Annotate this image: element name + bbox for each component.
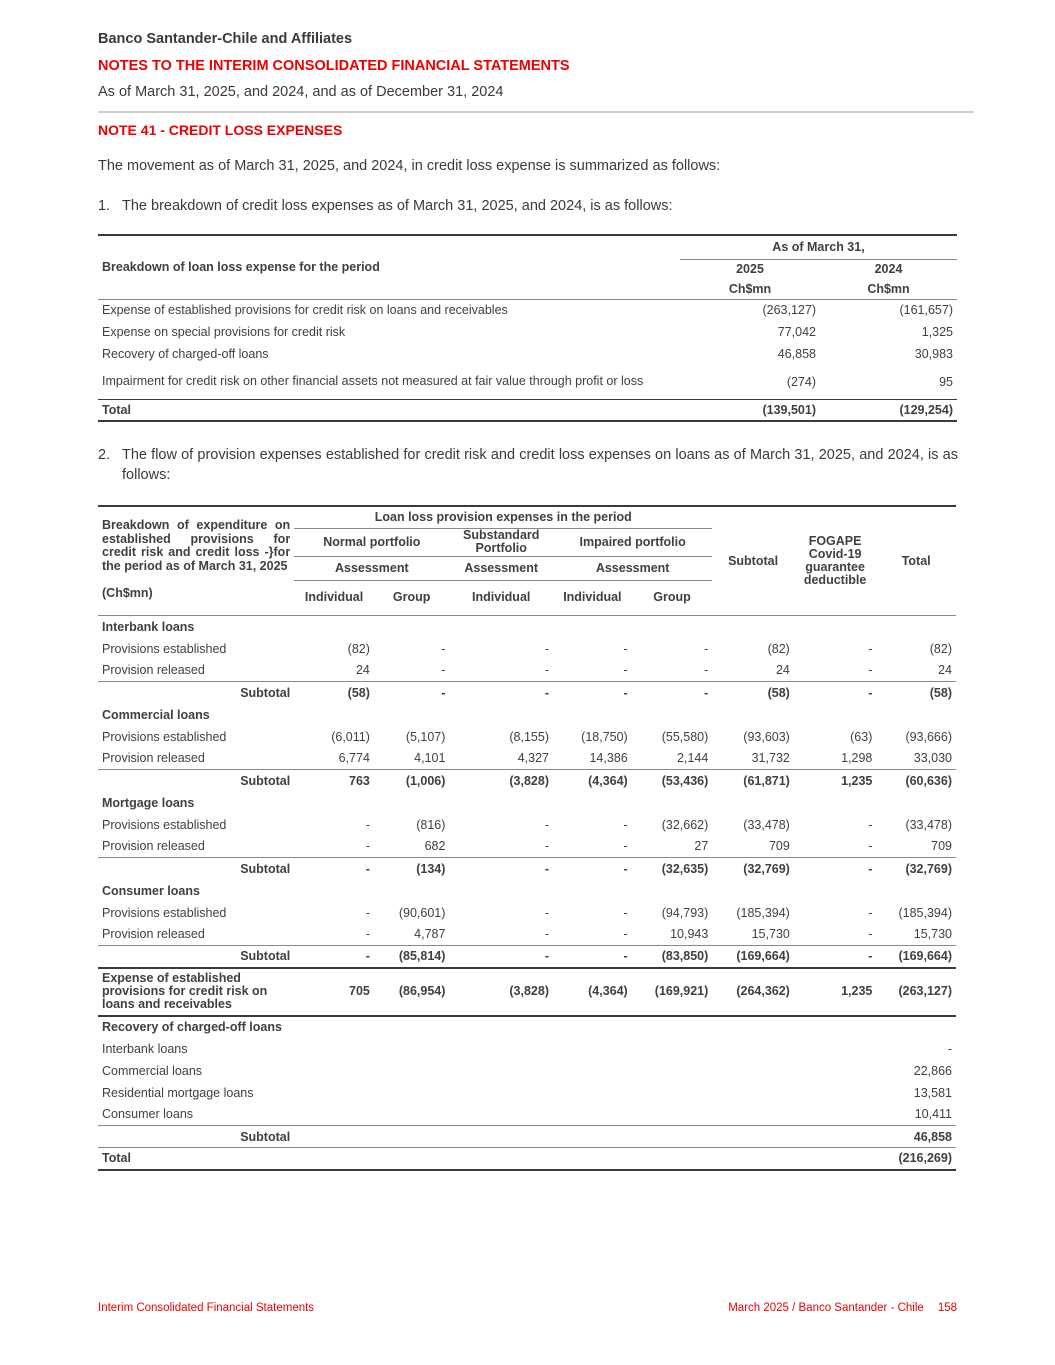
empty-cell bbox=[294, 1038, 876, 1060]
company-name: Banco Santander-Chile and Affiliates bbox=[98, 31, 353, 47]
value-cell: - bbox=[623, 641, 628, 656]
page-number: 158 bbox=[937, 1302, 957, 1314]
value-cell: - bbox=[868, 817, 873, 832]
value-2025: (274) bbox=[786, 374, 816, 389]
row-label: Provision released bbox=[102, 839, 205, 854]
value-cell: (82) bbox=[767, 641, 790, 656]
table-row bbox=[98, 365, 957, 399]
subtotal-value: (85,814) bbox=[374, 946, 450, 968]
footer-left: Interim Consolidated Financial Statements bbox=[98, 1302, 315, 1314]
section-title: Consumer loans bbox=[102, 883, 200, 898]
value-cell: (93,666) bbox=[905, 729, 952, 744]
subtotal-value: - bbox=[449, 858, 553, 880]
subtotal-value: 1,235 bbox=[794, 770, 877, 792]
impaired-individual-header: Individual bbox=[563, 589, 622, 604]
credit-loss-expense-table bbox=[98, 234, 957, 422]
substandard-assessment-header: Assessment bbox=[449, 556, 553, 580]
subtotal-row bbox=[98, 770, 956, 792]
table-row bbox=[98, 321, 957, 343]
value-cell: (6,011) bbox=[331, 729, 370, 744]
value-cell: (264,362) bbox=[712, 968, 794, 1016]
value-2025: 46,858 bbox=[777, 347, 816, 361]
row-label: Provisions established bbox=[102, 817, 227, 832]
value-cell: - bbox=[704, 663, 709, 678]
value-cell: - bbox=[868, 839, 873, 854]
value-cell: (169,921) bbox=[632, 968, 713, 1016]
subtotal-value: (169,664) bbox=[876, 946, 956, 968]
value-cell: 709 bbox=[931, 839, 952, 854]
row-label: Impairment for credit risk on other financial assets not measured at fair value through profit or loss bbox=[102, 374, 644, 389]
value-cell: (55,580) bbox=[661, 729, 709, 744]
subtotal-label: Subtotal bbox=[98, 770, 294, 792]
subtotal-value: - bbox=[794, 682, 877, 704]
subtotal-value: - bbox=[374, 682, 450, 704]
empty-cell bbox=[294, 1082, 876, 1104]
subtotal-value: (134) bbox=[374, 858, 450, 880]
subtotal-label: Subtotal bbox=[98, 682, 294, 704]
value-cell: (63) bbox=[850, 729, 873, 744]
value-cell: (82) bbox=[929, 641, 952, 656]
table-row bbox=[98, 343, 957, 365]
subtotal-label: Subtotal bbox=[98, 946, 294, 968]
value-cell: (263,127) bbox=[876, 968, 956, 1016]
footer-report: March 2025 / Banco Santander - Chile bbox=[728, 1302, 924, 1314]
row-label: Provisions established bbox=[102, 641, 227, 656]
row-label: Interbank loans bbox=[102, 1041, 188, 1056]
list-text: The flow of provision expenses established for credit risk and credit loss expenses on loans as of March 31, 2025, and 2024, is as follows: bbox=[122, 447, 958, 483]
section-title-row bbox=[98, 880, 956, 902]
table-row bbox=[98, 660, 956, 682]
value-cell: 4,787 bbox=[414, 927, 446, 942]
value-2025: (139,501) bbox=[680, 399, 820, 421]
list-text: The breakdown of credit loss expenses as of March 31, 2025, and 2024, is as follows: bbox=[122, 198, 673, 214]
value-cell: - bbox=[365, 839, 370, 854]
subtotal-row bbox=[98, 858, 956, 880]
table2-subtotal-col: Subtotal bbox=[728, 553, 779, 568]
value-2025: (263,127) bbox=[762, 303, 816, 318]
row-label: Total bbox=[98, 399, 680, 421]
value-cell: 33,030 bbox=[913, 751, 952, 766]
subtotal-value: - bbox=[449, 682, 553, 704]
table2-row-header bbox=[98, 506, 294, 616]
subtotal-row bbox=[98, 946, 956, 968]
value-cell: 1,235 bbox=[794, 968, 877, 1016]
impaired-portfolio-header: Impaired portfolio bbox=[553, 528, 712, 556]
table-row bbox=[98, 1082, 956, 1104]
value-cell: 4,101 bbox=[414, 751, 446, 766]
table-row bbox=[98, 1038, 956, 1060]
subtotal-value: - bbox=[553, 682, 632, 704]
value-cell: (86,954) bbox=[374, 968, 450, 1016]
value-cell: 22,866 bbox=[913, 1063, 952, 1078]
value-cell: (185,394) bbox=[898, 905, 952, 920]
row-label: Recovery of charged-off loans bbox=[102, 347, 269, 361]
section-title: Interbank loans bbox=[102, 619, 195, 634]
table-row bbox=[98, 748, 956, 770]
value-cell: - bbox=[623, 817, 628, 832]
value-cell: 24 bbox=[355, 663, 370, 678]
table2-row-unit: (Ch$mn) bbox=[102, 586, 153, 600]
notes-title: NOTES TO THE INTERIM CONSOLIDATED FINANCIAL STATEMENTS bbox=[98, 58, 570, 74]
table1-col-2025: 2025 bbox=[736, 262, 764, 277]
subtotal-value: - bbox=[794, 858, 877, 880]
subtotal-value: (32,769) bbox=[876, 858, 956, 880]
subtotal-value: - bbox=[553, 858, 632, 880]
list-item-1 bbox=[98, 196, 958, 216]
value-cell: (8,155) bbox=[509, 729, 549, 744]
table2-total-col: Total bbox=[901, 553, 931, 568]
value-cell: - bbox=[365, 817, 370, 832]
note-intro: The movement as of March 31, 2025, and 2024, in credit loss expense is summarized as follows: bbox=[98, 158, 721, 174]
table1-group-header: As of March 31, bbox=[680, 235, 957, 259]
subtotal-value: - bbox=[553, 946, 632, 968]
row-label: Expense of established provisions for credit risk on loans and receivables bbox=[98, 968, 294, 1016]
row-label: Provision released bbox=[102, 927, 205, 942]
section-title-row bbox=[98, 616, 956, 638]
value-cell: (4,364) bbox=[553, 968, 632, 1016]
value-2024: (129,254) bbox=[820, 399, 957, 421]
value-cell: 27 bbox=[694, 839, 709, 854]
row-label: Provisions established bbox=[102, 729, 227, 744]
subtotal-value: (83,850) bbox=[632, 946, 713, 968]
value-cell: - bbox=[441, 663, 446, 678]
total-value: (216,269) bbox=[876, 1148, 956, 1170]
table-row bbox=[98, 924, 956, 946]
value-cell: - bbox=[544, 641, 549, 656]
table-row bbox=[98, 726, 956, 748]
value-cell: 15,730 bbox=[751, 927, 790, 942]
empty-cell bbox=[294, 1060, 876, 1082]
value-2024: 1,325 bbox=[921, 325, 953, 339]
value-cell: (185,394) bbox=[736, 905, 790, 920]
subtotal-value: - bbox=[449, 946, 553, 968]
value-cell: - bbox=[544, 817, 549, 832]
subtotal-value: (58) bbox=[876, 682, 956, 704]
value-cell: - bbox=[623, 927, 628, 942]
value-cell: (94,793) bbox=[661, 905, 709, 920]
table2-group-header: Loan loss provision expenses in the period bbox=[294, 506, 712, 528]
list-number: 1. bbox=[98, 198, 111, 214]
value-cell: 10,943 bbox=[670, 927, 709, 942]
impaired-group-header: Group bbox=[653, 589, 691, 604]
value-cell: - bbox=[544, 839, 549, 854]
row-label: Expense of established provisions for credit risk on loans and receivables bbox=[102, 303, 508, 318]
table-row bbox=[98, 902, 956, 924]
value-cell: - bbox=[544, 663, 549, 678]
value-cell: 14,386 bbox=[589, 751, 628, 766]
value-cell: - bbox=[868, 927, 873, 942]
table2-row-header-text: Breakdown of expenditure on established provisions for credit risk and credit loss -}for the period as of March 31, 2025 bbox=[102, 518, 291, 573]
value-cell: 15,730 bbox=[913, 927, 952, 942]
value-cell: 24 bbox=[938, 663, 952, 678]
value-cell: - bbox=[947, 1041, 952, 1056]
value-cell: (90,601) bbox=[398, 905, 446, 920]
grand-total-row bbox=[98, 1148, 956, 1170]
table1-col-2024: 2024 bbox=[874, 262, 903, 277]
value-cell: - bbox=[623, 839, 628, 854]
table1-row-header: Breakdown of loan loss expense for the period bbox=[102, 260, 380, 275]
subtotal-row bbox=[98, 682, 956, 704]
value-cell: - bbox=[868, 663, 873, 678]
row-label: Commercial loans bbox=[102, 1063, 203, 1078]
subtotal-value: (61,871) bbox=[712, 770, 794, 792]
row-label: Expense on special provisions for credit risk bbox=[102, 325, 346, 339]
value-cell: (33,478) bbox=[743, 817, 790, 832]
subtotal-value: (1,006) bbox=[374, 770, 450, 792]
table1-total-row bbox=[98, 399, 957, 421]
value-2024: 30,983 bbox=[914, 347, 953, 361]
value-cell: 31,732 bbox=[751, 751, 790, 766]
value-cell: - bbox=[544, 927, 549, 942]
subtotal-value: 46,858 bbox=[876, 1126, 956, 1148]
value-cell: - bbox=[704, 641, 709, 656]
value-cell: - bbox=[623, 663, 628, 678]
value-cell: 709 bbox=[768, 839, 790, 854]
note-title: NOTE 41 - CREDIT LOSS EXPENSES bbox=[98, 122, 343, 138]
value-2025: 77,042 bbox=[777, 325, 816, 339]
value-cell: - bbox=[868, 641, 873, 656]
row-label: Consumer loans bbox=[102, 1107, 194, 1122]
value-cell: - bbox=[365, 927, 370, 942]
value-cell: (816) bbox=[416, 817, 446, 832]
subtotal-value: (58) bbox=[294, 682, 374, 704]
value-cell: (18,750) bbox=[581, 729, 628, 744]
value-cell: 705 bbox=[294, 968, 374, 1016]
header-divider bbox=[98, 111, 974, 113]
table1-unit-2025: Ch$mn bbox=[680, 279, 820, 299]
row-label: Residential mortgage loans bbox=[102, 1085, 254, 1100]
list-item-2 bbox=[98, 445, 958, 485]
subtotal-value: - bbox=[294, 858, 374, 880]
table-row bbox=[98, 1104, 956, 1126]
table2-fogape-col: FOGAPE Covid-19 guarantee deductible bbox=[803, 534, 867, 587]
section-title: Commercial loans bbox=[102, 707, 210, 722]
value-cell: 1,298 bbox=[841, 751, 873, 766]
subtotal-value: - bbox=[632, 682, 713, 704]
section-title: Mortgage loans bbox=[102, 795, 195, 810]
table-row bbox=[98, 638, 956, 660]
subtotal-value: (53,436) bbox=[632, 770, 713, 792]
value-cell: (32,662) bbox=[661, 817, 709, 832]
empty-cell bbox=[294, 1104, 876, 1126]
table-row bbox=[98, 814, 956, 836]
table1-unit-2024: Ch$mn bbox=[820, 279, 957, 299]
substandard-portfolio-header: Substandard Portfolio bbox=[449, 528, 553, 556]
subtotal-label: Subtotal bbox=[98, 1126, 294, 1148]
row-label: Provision released bbox=[102, 663, 205, 678]
subtotal-value: (169,664) bbox=[712, 946, 794, 968]
total-label: Total bbox=[98, 1148, 294, 1170]
normal-individual-header: Individual bbox=[304, 589, 364, 604]
section-title: Recovery of charged-off loans bbox=[102, 1020, 282, 1034]
value-cell: 13,581 bbox=[913, 1085, 952, 1100]
subtotal-value: - bbox=[794, 946, 877, 968]
value-cell: - bbox=[868, 905, 873, 920]
value-cell: 682 bbox=[424, 839, 446, 854]
expense-total-row bbox=[98, 968, 956, 1016]
normal-group-header: Group bbox=[392, 589, 431, 604]
value-cell: 24 bbox=[775, 663, 790, 678]
table-row bbox=[98, 836, 956, 858]
as-of-date: As of March 31, 2025, and 2024, and as of December 31, 2024 bbox=[98, 84, 504, 100]
subtotal-value: (32,635) bbox=[632, 858, 713, 880]
section-title-row bbox=[98, 704, 956, 726]
normal-assessment-header: Assessment bbox=[294, 556, 449, 580]
value-cell: - bbox=[623, 905, 628, 920]
value-cell: 4,327 bbox=[517, 751, 549, 766]
impaired-assessment-header: Assessment bbox=[553, 556, 712, 580]
subtotal-label: Subtotal bbox=[98, 858, 294, 880]
value-cell: - bbox=[441, 641, 446, 656]
subtotal-value: (58) bbox=[712, 682, 794, 704]
value-cell: 2,144 bbox=[677, 751, 709, 766]
subtotal-row bbox=[98, 1126, 956, 1148]
substandard-individual-header: Individual bbox=[472, 589, 531, 604]
provision-flow-table bbox=[98, 505, 956, 1171]
value-2024: 95 bbox=[939, 374, 953, 389]
table-row bbox=[98, 299, 957, 321]
footer-right bbox=[728, 1302, 957, 1314]
value-cell: - bbox=[544, 905, 549, 920]
section-title-row bbox=[98, 792, 956, 814]
subtotal-value: 763 bbox=[294, 770, 374, 792]
subtotal-value: (60,636) bbox=[876, 770, 956, 792]
value-cell: 6,774 bbox=[338, 751, 370, 766]
subtotal-value: (4,364) bbox=[553, 770, 632, 792]
section-title-row bbox=[98, 1016, 956, 1038]
table-row bbox=[98, 1060, 956, 1082]
subtotal-value: (3,828) bbox=[449, 770, 553, 792]
value-cell: (33,478) bbox=[905, 817, 952, 832]
normal-portfolio-header: Normal portfolio bbox=[294, 528, 449, 556]
value-cell: (3,828) bbox=[449, 968, 553, 1016]
value-cell: (5,107) bbox=[405, 729, 446, 744]
value-cell: 10,411 bbox=[914, 1107, 952, 1122]
list-number: 2. bbox=[98, 447, 111, 463]
row-label: Provisions established bbox=[102, 905, 227, 920]
value-cell: - bbox=[365, 905, 370, 920]
value-cell: (93,603) bbox=[743, 729, 790, 744]
value-2024: (161,657) bbox=[899, 303, 953, 318]
value-cell: (82) bbox=[347, 641, 370, 656]
subtotal-value: - bbox=[294, 946, 374, 968]
empty-cell bbox=[294, 1126, 876, 1148]
subtotal-value: (32,769) bbox=[712, 858, 794, 880]
row-label: Provision released bbox=[102, 751, 205, 766]
empty-cell bbox=[294, 1148, 876, 1170]
